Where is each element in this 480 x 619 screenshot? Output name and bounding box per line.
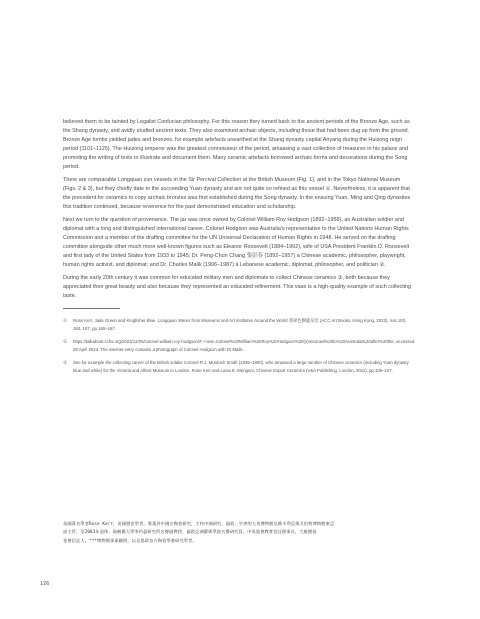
author-note-line: 部主管，至2003年退休。現劍橋大學李約瑟研究所名譽副教授、倫敦亞洲藝術學院名譽研究員，中英協會教育信託理事長，大維德基 — [63, 529, 317, 535]
footnote-divider — [63, 308, 120, 309]
footnote-text: Rose Kerr, Jade Green and Kingfisher Blue. Longquan Wares from Museums and Art Institutes Around the World 翡翠色樹龍泉窯 (ACC Art Books, Hong Kong, 2022), nos 183, 184, 187, pp.165–167. — [73, 318, 407, 332]
footnote-number: ③ — [63, 359, 67, 365]
author-note-chinese — [63, 520, 415, 545]
author-note-line: 金會信託人。***博物館事業顧問，以及協助各方陶瓷學會研究學者。 — [63, 537, 197, 543]
paragraph-3: Next we turn to the question of provenance. The jar was once owned by Colonel William Roy Hodgson (1892–1958), an Australian soldier and diplomat with a long and distinguished international career. Colonel Hodgson was Australia's representative to the United Nations Human Rights Commission and a member of the drafting committee for the UN Universal Declaration of Human Rights in 1948. He served on the drafting committee alongside other much more well-known figures such as Eleanor Roosevelt (1884–1962), wife of USA President Franklin D. Roosevelt and first lady of the United States from 1933 to 1945; Dr. Peng-Chun Chang 張彭春 (1892–1957) a Chinese academic, philosopher, playwright, human rights activist, and diplomat; and Dr. Charles Malik (1906–1987) a Lebanese academic, diplomat, philosopher, and politician ②. — [63, 217, 410, 268]
page-number: 126 — [40, 581, 50, 587]
paragraph-4: During the early 20th century it was common for educated military men and diplomats to collect Chinese ceramics ③, both because they appreciated their great beauty and also because they represented an educated refinement. This vase is a high-quality example of such collecting taste. — [63, 275, 411, 300]
footnote-number: ② — [63, 338, 67, 344]
paragraph-1: believed them to be tainted by Legalist Confucian philosophy. For this reason they turned back to the ancient periods of the Bronze Age, such as the Shang dynasty, and avidly studied ancient texts. They also examined archaic objects, including those that had been dug up from the ground. Bronze Age tombs yielded jades and bronzes, for example artefacts unearthed at the Shang dynasty capital Anyang during the Huizong reign period (1101–1125). The Huizong emperor was the greatest connoisseur of the period, amassing a vast collection of treasures in his palace and promoting the writing of texts to illustrate and document them. Many ceramic artefacts borrowed archaic forms and decorations during the Song period. — [63, 119, 410, 170]
footnote-number: ① — [63, 318, 67, 323]
author-note-line: 英國著名學者Rose Kerr，英國歷史學者、專業於中國古陶瓷研究，主持中國研究，倫敦、牛津的大英博物館及維多利亞與艾伯特博物館東亞 — [63, 521, 335, 526]
footnote-1 — [63, 317, 415, 333]
main-text — [63, 118, 415, 379]
footnote-text: See for example the collecting career of the British soldier Colonel R.J. Murdoch Smith (1835–1900), who amassed a large number of Chinese ceramics (including Yuan dynasty blue and white) for the Victoria and Albert Museum in London. Rose Kerr and Luisa E. Mengoni, Chinese Export Ceramics (V&A Publishing, London, 2011), pp.105–107. — [73, 359, 409, 373]
footnote-2 — [63, 338, 415, 354]
paragraph-2: There are comparable Longquan zun vessels in the Sir Percival Collection at the British Museum (Fig. 1), and in the Tokyo National Museum (Figs. 2 & 3), but they chiefly date to the succeeding Yuan dynasty and are not quite so refined as this vessel ①. Nevertheless, it is apparent that the precedent for ceramics to copy archaic bronzes was first established during the Song dynasty. In the ensuing Yuan, Ming and Qing dynasties this tradition continued, because reverence for the past demonstrated education and scholarship. — [63, 177, 411, 210]
footnote-text: https://talkabout.cchs.org/2023/12/05/colonel-william-roy-hodgson/#:~:text=Colonel%20William%20Roy%20Hodgson%20(s)returned%20to%20Australia%20after%20the, accessed 28 April 2024. The internet entry contains a photograph of Colonel Hodgson with Dr Malik. — [73, 338, 415, 352]
footnote-3 — [63, 359, 415, 375]
